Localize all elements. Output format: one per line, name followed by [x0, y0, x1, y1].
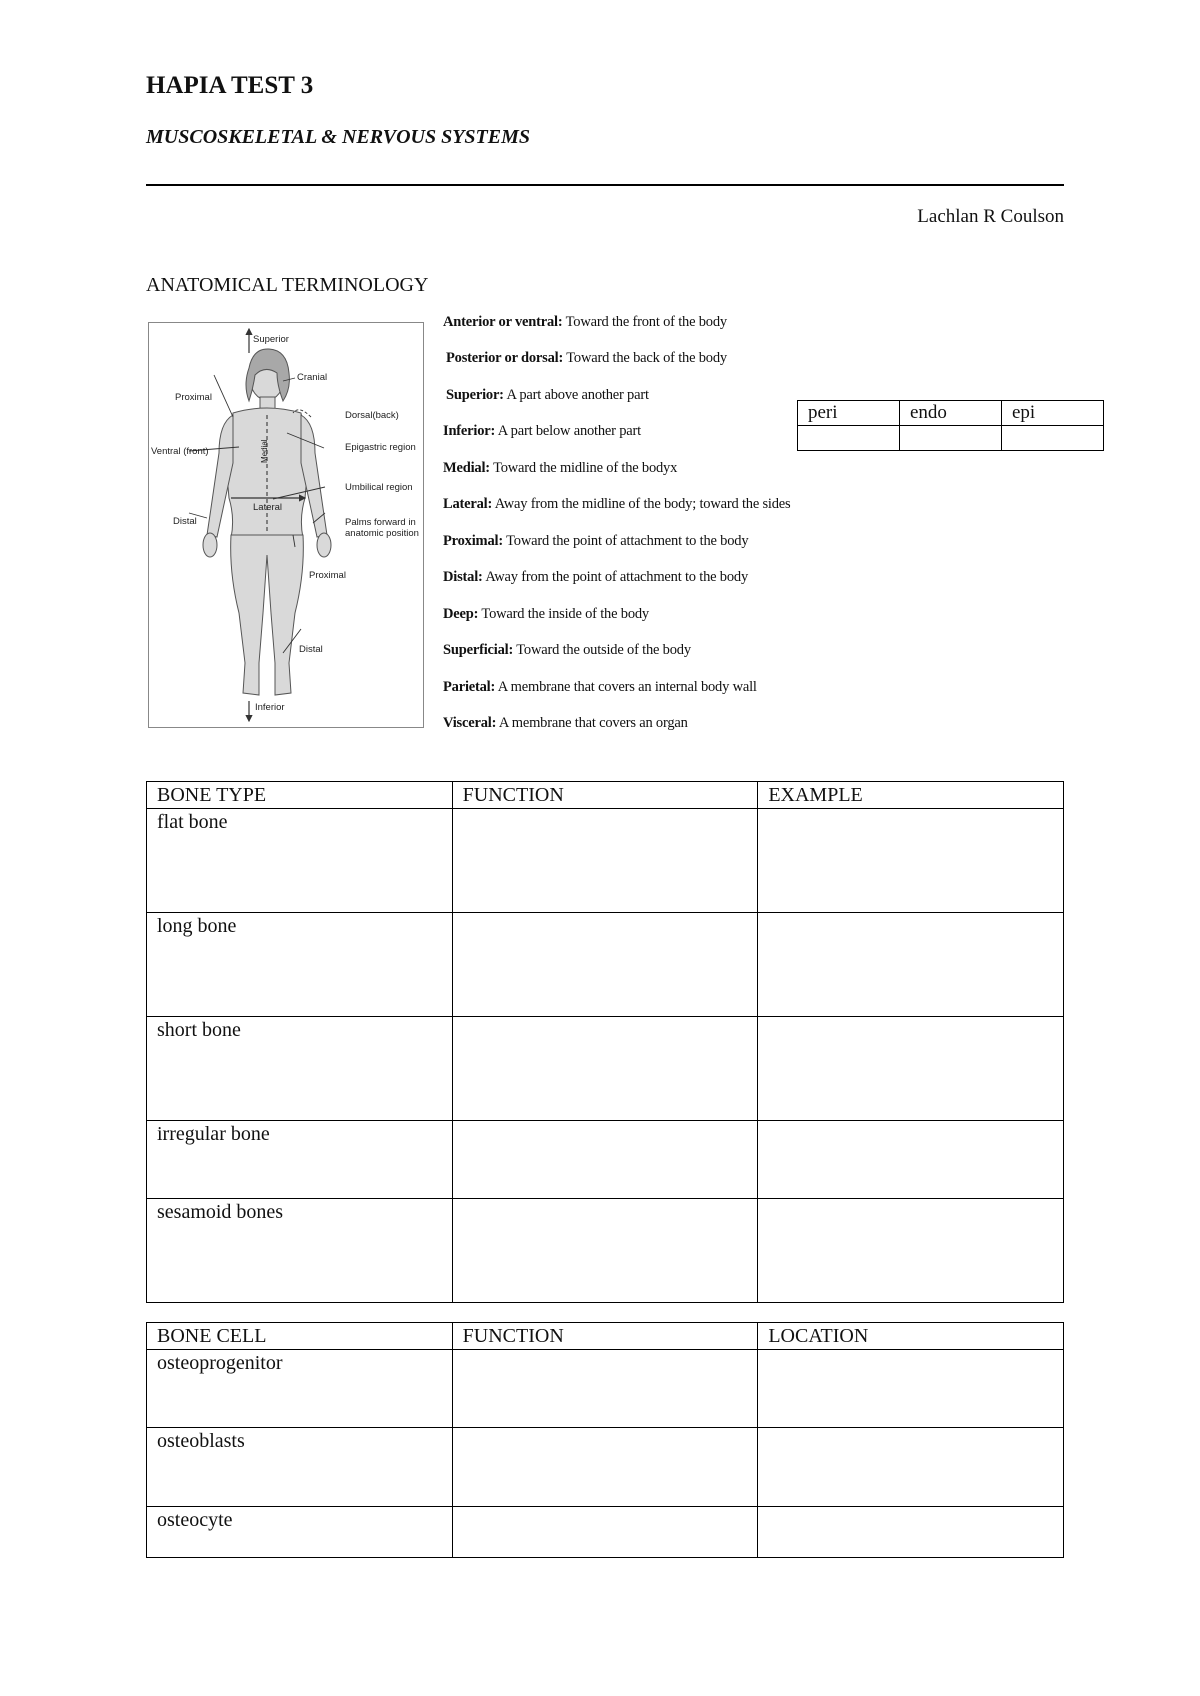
- prefix-header-cell: epi: [1002, 401, 1104, 426]
- location-answer-cell[interactable]: [758, 1428, 1064, 1507]
- term-item: Inferior: A part below another part: [443, 423, 641, 439]
- fig-label-proximal-arm: Proximal: [175, 392, 212, 403]
- table-row: [147, 1199, 1064, 1303]
- bone-type-cell: sesamoid bones: [147, 1199, 453, 1303]
- example-answer-cell[interactable]: [758, 1121, 1064, 1199]
- prefix-answer-cell[interactable]: [798, 426, 900, 451]
- term-item: Medial: Toward the midline of the bodyx: [443, 460, 678, 476]
- table-row: [147, 1350, 1064, 1428]
- bone-type-cell: long bone: [147, 913, 453, 1017]
- bone-cell-name: osteocyte: [147, 1507, 453, 1558]
- section-heading: ANATOMICAL TERMINOLOGY: [146, 274, 429, 296]
- fig-label-distal-leg: Distal: [299, 644, 323, 655]
- fig-label-lateral: Lateral: [253, 502, 283, 513]
- function-answer-cell[interactable]: [452, 1017, 758, 1121]
- example-answer-cell[interactable]: [758, 809, 1064, 913]
- table-header-cell: FUNCTION: [452, 1323, 758, 1350]
- table-row: [147, 1017, 1064, 1121]
- term-item: Proximal: Toward the point of attachment to the body: [443, 533, 749, 549]
- function-answer-cell[interactable]: [452, 809, 758, 913]
- table-header-cell: LOCATION: [758, 1323, 1064, 1350]
- table-row: [147, 913, 1064, 1017]
- table-row: [147, 1507, 1064, 1558]
- page-subtitle: MUSCOSKELETAL & NERVOUS SYSTEMS: [146, 126, 531, 148]
- term-item: Superficial: Toward the outside of the body: [443, 642, 691, 658]
- table-header-cell: BONE TYPE: [147, 782, 453, 809]
- table-header-cell: EXAMPLE: [758, 782, 1064, 809]
- bone-type-cell: irregular bone: [147, 1121, 453, 1199]
- table-header-cell: FUNCTION: [452, 782, 758, 809]
- function-answer-cell[interactable]: [452, 1428, 758, 1507]
- function-answer-cell[interactable]: [452, 913, 758, 1017]
- fig-label-cranial: Cranial: [297, 372, 328, 383]
- fig-label-epigastric: Epigastric region: [345, 442, 416, 453]
- author-name: Lachlan R Coulson: [917, 206, 1064, 227]
- location-answer-cell[interactable]: [758, 1507, 1064, 1558]
- bone-cell-name: osteoblasts: [147, 1428, 453, 1507]
- prefix-answer-cell[interactable]: [1002, 426, 1104, 451]
- function-answer-cell[interactable]: [452, 1121, 758, 1199]
- fig-label-superior: Superior: [253, 334, 289, 345]
- term-item: Visceral: A membrane that covers an organ: [443, 715, 688, 731]
- table-row: [147, 809, 1064, 913]
- prefix-answer-cell[interactable]: [900, 426, 1002, 451]
- fig-label-inferior: Inferior: [255, 702, 285, 713]
- example-answer-cell[interactable]: [758, 913, 1064, 1017]
- example-answer-cell[interactable]: [758, 1017, 1064, 1121]
- header-divider: [146, 184, 1064, 186]
- bone-type-table: [146, 781, 1064, 1303]
- page-title: HAPIA TEST 3: [146, 72, 314, 99]
- term-item: Anterior or ventral: Toward the front of the body: [443, 314, 727, 330]
- anatomy-figure: [148, 322, 424, 728]
- fig-label-distal-arm: Distal: [173, 516, 197, 527]
- bone-type-cell: flat bone: [147, 809, 453, 913]
- term-item: Lateral: Away from the midline of the body; toward the sides: [443, 496, 791, 512]
- term-item: Deep: Toward the inside of the body: [443, 606, 649, 622]
- fig-label-palms-line1: Palms forward in: [345, 517, 416, 528]
- term-item: Parietal: A membrane that covers an internal body wall: [443, 679, 757, 695]
- prefix-table: [797, 400, 1104, 451]
- fig-label-palms-line2: anatomic position: [345, 528, 419, 539]
- table-header-cell: BONE CELL: [147, 1323, 453, 1350]
- prefix-header-cell: endo: [900, 401, 1002, 426]
- function-answer-cell[interactable]: [452, 1350, 758, 1428]
- location-answer-cell[interactable]: [758, 1350, 1064, 1428]
- table-row: [147, 1121, 1064, 1199]
- bone-type-cell: short bone: [147, 1017, 453, 1121]
- term-item: Distal: Away from the point of attachment to the body: [443, 569, 748, 585]
- example-answer-cell[interactable]: [758, 1199, 1064, 1303]
- term-item: Superior: A part above another part: [446, 387, 649, 403]
- bone-cell-table: [146, 1322, 1064, 1558]
- term-item: Posterior or dorsal: Toward the back of the body: [446, 350, 727, 366]
- prefix-header-cell: peri: [798, 401, 900, 426]
- bone-cell-name: osteoprogenitor: [147, 1350, 453, 1428]
- fig-label-medial: Medial: [260, 439, 269, 463]
- fig-label-umbilical: Umbilical region: [345, 482, 413, 493]
- function-answer-cell[interactable]: [452, 1507, 758, 1558]
- fig-label-proximal-leg: Proximal: [309, 570, 346, 581]
- function-answer-cell[interactable]: [452, 1199, 758, 1303]
- table-row: [147, 1428, 1064, 1507]
- fig-label-ventral: Ventral (front): [151, 446, 209, 457]
- fig-label-dorsal: Dorsal(back): [345, 410, 399, 421]
